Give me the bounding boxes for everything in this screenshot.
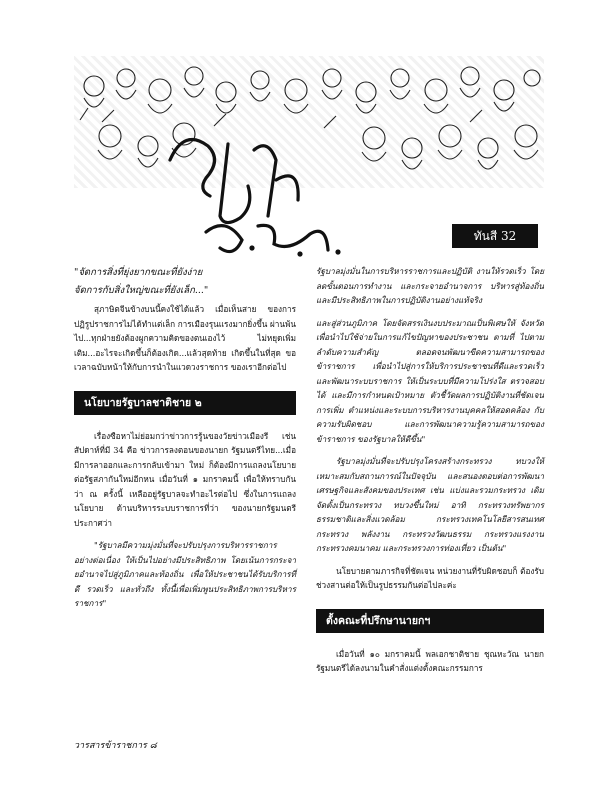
right-paragraph-1: รัฐบาลมุ่งมั่นในการบริหารราชการและปฏิบัติ งานให้รวดเร็ว โดยลดขั้นตอนการทำงาน และกระจายอำนาจการ บริหารสู่ท้องถิ่น และมีประสิทธิภาพในการปฏิบัติงานอย่างแท้จริง	[316, 266, 544, 305]
advisors-paragraph: เมื่อวันที่ ๑๐ มกราคมนี้ พลเอกชาติชาย ชุณหะวัณ นายกรัฐมนตรีได้ลงนามในคำสั่งแต่งตั้งคณะกรรมการ	[316, 648, 544, 673]
opening-quote-line-1: "จัดการสิ่งที่ยุ่งยากขณะที่ยังง่าย	[74, 267, 203, 278]
right-paragraph-3: รัฐบาลมุ่งมั่นที่จะปรับปรุงโครงสร้างกระทรวง ทบวงให้ เหมาะสมกับสถานการณ์ในปัจจุบัน และสนองตอบต่อการพัฒนา เศรษฐกิจและสังคมของประเทศ เช่น แบ่งและรวมกระทรวง เดิม จัดตั้งเป็นกระทรวง ทบวงขึ้นใหม่ อาทิ กระทรวงทรัพยากร ธรรมชาติและสิ่งแวดล้อม กระทรวงเทคโนโลยีสารสนเทศ กระทรวง พลังงาน กระทรวงวัฒนธรรม กระทรวงแรงงาน กระทรวงคมนาคม และกระทรวงการท่องเที่ยว เป็นต้น"	[316, 456, 544, 553]
page-title	[150, 120, 151, 121]
handwritten-title	[150, 120, 360, 270]
right-paragraph-4: นโยบายตามภารกิจที่ชัดเจน หน่วยงานที่รับผิดชอบก็ ต้องรับช่วงสานต่อให้เป็นรูปธรรมกันต่อไปละค่ะ	[316, 565, 544, 590]
policy-quote-paragraph: "รัฐบาลมีความมุ่งมั่นที่จะปรับปรุงการบริหารราชการ อย่างต่อเนื่อง ให้เป็นไปอย่างมีประสิทธิภาพ โดยเน้นการกระจายอำนาจไปสู่ภูมิภาคและท้องถิ่น เพื่อให้ประชาชนได้รับบริการที่ดี รวดเร็ว และทั่วถึง ทั้งนี้เพื่อเพิ่มพูนประสิทธิภาพการบริหารราชการ"	[74, 540, 296, 608]
right-column	[316, 264, 544, 684]
left-column	[74, 266, 296, 619]
policy-paragraph: เรื่องซือหาไม่ย่อมกว่าข่าวการรู้นของวัยข่าวเมืองรี เช่น สัปดาห์ที่มี 34 คือ ข่าวการลงตอนของนายก รัฐมนตรีไทย...เมื่อมีการลาออกและการกลับเข้ามา ใหม่ ก็ต้องมีการแถลงนโยบายต่อรัฐสภากันใหม่อีกหน เมื่อวันที่ ๑ มกราคมนี้ เพื่อให้ทราบกันว่า ณ ครั้งนี้ เหลืออยู่รัฐบาลจะทำอะไรต่อไป ซึ่งในการแถลงนโยบาย ด้านบริหารระบบราชการที่ว่า ของนายกรัฐมนตรีประกาศว่า	[74, 430, 296, 528]
page-footer: วารสารข้าราชการ ๘	[74, 741, 157, 751]
opening-quote-line-2: จัดการกับสิ่งใหญ่ขณะที่ยังเล็ก..."	[74, 285, 209, 296]
intro-paragraph: สุภาษิตจีนข้างบนนี้คงใช้ได้แล้ว เมื่อเห็นสาย ของการปฏิรูปราชการไม่ได้ทำแต่เล็ก การเมืองรุนแรงมากยิ่งขึ้น ผ่านพ้นไป...ทุกฝ่ายยังต้องผูกความคิดของตนเองไว้ ไม่หยุดเพิ่มเติม...อะไรจะเกิดขึ้นก็ต้องเกิด...แล้วสุดท้าย เกิดขึ้นในที่สุด ขอเวลาฉบับหน้าให้กับการนำในแวดวงราชการ ของเราอีกต่อไป	[74, 304, 296, 372]
title-calligraphy	[150, 120, 360, 270]
column-badge: ทันสี 32	[452, 224, 538, 248]
section-heading-policy: นโยบายรัฐบาลชาติชาย ๒	[74, 391, 296, 415]
section-heading-advisors: ตั้งคณะที่ปรึกษานายกฯ	[316, 609, 544, 633]
right-paragraph-2: และสู่ส่วนภูมิภาค โดยจัดสรรเงินงบประมาณเป็นพิเศษให้ จังหวัด เพื่อนำไปใช้จ่ายในการแก้ไขปัญหาของประชาชน ตามที่ ไปตามลำดับความสำคัญ ตลอดจนพัฒนาขีดความสามารถของข้าราชการ เพื่อนำไปสู่การให้บริการประชาชนที่ดีและรวดเร็ว และพัฒนาระบบราชการ ให้เป็นระบบที่มีความโปร่งใส ตรวจสอบได้ และมีการกำหนดเป้าหมาย ตัวชี้วัดผลการปฏิบัติงานที่ชัดเจน การเพิ่ม ตำแหน่งและระบบการบริหารงานบุคคลให้สอดคล้อง กับความรับผิดชอบ และการพัฒนาความรู้ความสามารถของข้าราชการ ของรัฐบาลให้ดีขึ้น"	[316, 317, 544, 444]
